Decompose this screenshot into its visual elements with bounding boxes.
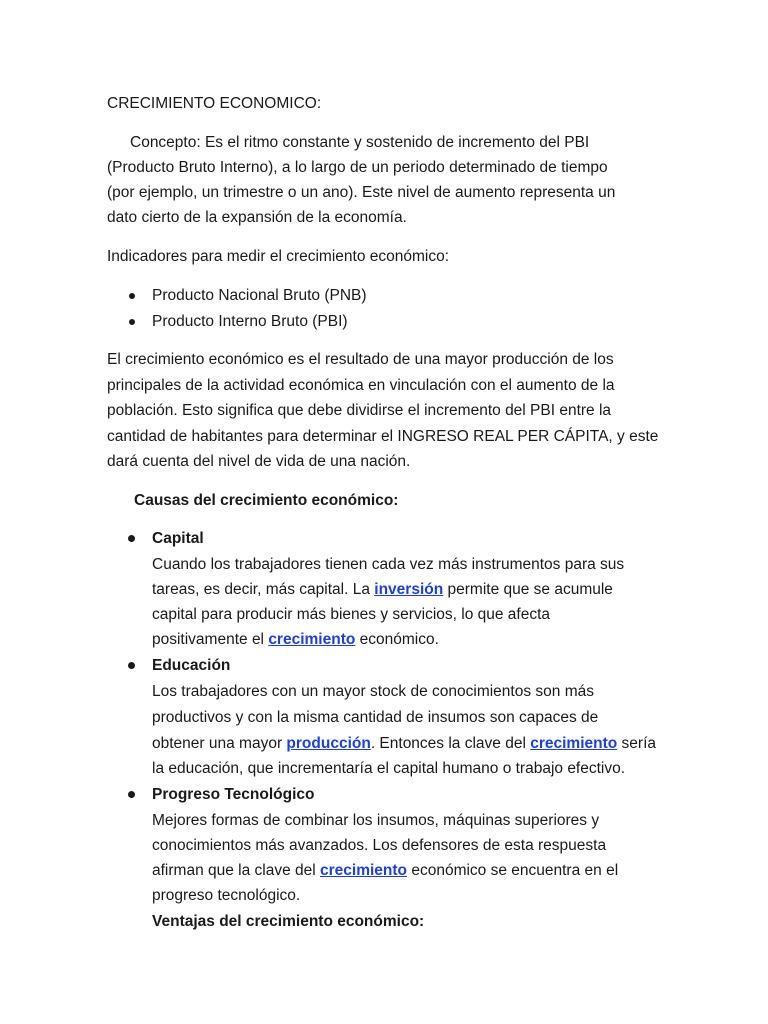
advantages-heading: Ventajas del crecimiento económico:	[152, 913, 425, 930]
text-segment: sería	[617, 735, 656, 752]
indicators-heading: Indicadores para medir el crecimiento económico:	[107, 248, 450, 265]
bullet-icon	[129, 319, 135, 325]
bullet-icon	[129, 293, 135, 299]
cause-capital-line-4	[152, 630, 439, 650]
link-inversion[interactable]: inversión	[374, 581, 444, 598]
link-crecimiento[interactable]: crecimiento	[530, 735, 618, 752]
bullet-icon	[128, 535, 135, 542]
text-segment: económico.	[355, 631, 439, 648]
result-line-3: población. Esto significa que debe dividirse el incremento del PBI entre la	[107, 402, 612, 419]
concept-line-1: Concepto: Es el ritmo constante y sostenido de incremento del PBI	[130, 134, 590, 151]
cause-capital-line-2	[152, 580, 613, 600]
text-segment: . Entonces la clave del	[370, 735, 531, 752]
result-line-5: dará cuenta del nivel de vida de una nación.	[107, 453, 411, 470]
text-segment: económico se encuentra en el	[407, 862, 619, 879]
cause-educacion-line-1: Los trabajadores con un mayor stock de conocimientos son más	[152, 683, 594, 700]
cause-title-capital: Capital	[152, 530, 204, 547]
document-title: CRECIMIENTO ECONOMICO:	[107, 95, 322, 112]
cause-educacion-line-4: la educación, que incrementaría el capital humano o trabajo efectivo.	[152, 760, 626, 777]
text-segment: obtener una mayor	[152, 735, 287, 752]
concept-line-3: (por ejemplo, un trimestre o un ano). Este nivel de aumento representa un	[107, 184, 616, 201]
indicator-item-pnb: Producto Nacional Bruto (PNB)	[152, 287, 367, 304]
causes-heading: Causas del crecimiento económico:	[134, 492, 399, 509]
cause-title-educacion: Educación	[152, 657, 231, 674]
result-line-1: El crecimiento económico es el resultado de una mayor producción de los	[107, 351, 614, 368]
indicator-item-pbi: Producto Interno Bruto (PBI)	[152, 313, 348, 330]
cause-progreso-line-2: conocimientos más avanzados. Los defensores de esta respuesta	[152, 837, 607, 854]
text-segment: positivamente el	[152, 631, 269, 648]
text-segment: permite que se acumule	[443, 581, 613, 598]
text-segment: tareas, es decir, más capital. La	[152, 581, 375, 598]
cause-capital-line-1: Cuando los trabajadores tienen cada vez más instrumentos para sus	[152, 556, 625, 573]
cause-progreso-line-3	[152, 861, 618, 881]
bullet-icon	[128, 662, 135, 669]
cause-educacion-line-2: productivos y con la misma cantidad de insumos son capaces de	[152, 709, 599, 726]
cause-progreso-line-1: Mejores formas de combinar los insumos, máquinas superiores y	[152, 812, 600, 829]
concept-line-2: (Producto Bruto Interno), a lo largo de un periodo determinado de tiempo	[107, 159, 608, 176]
result-line-4: cantidad de habitantes para determinar el INGRESO REAL PER CÁPITA, y este	[107, 428, 659, 445]
cause-progreso-line-4: progreso tecnológico.	[152, 887, 301, 904]
cause-capital-line-3: capital para producir más bienes y servicios, lo que afecta	[152, 606, 551, 623]
link-crecimiento[interactable]: crecimiento	[268, 631, 356, 648]
link-crecimiento[interactable]: crecimiento	[320, 862, 408, 879]
cause-educacion-line-3	[152, 734, 656, 754]
concept-line-4: dato cierto de la expansión de la economía.	[107, 209, 407, 226]
link-produccion[interactable]: producción	[286, 735, 371, 752]
bullet-icon	[128, 791, 135, 798]
cause-title-progreso: Progreso Tecnológico	[152, 786, 315, 803]
text-segment: afirman que la clave del	[152, 862, 321, 879]
result-line-2: principales de la actividad económica en vinculación con el aumento de la	[107, 377, 615, 394]
